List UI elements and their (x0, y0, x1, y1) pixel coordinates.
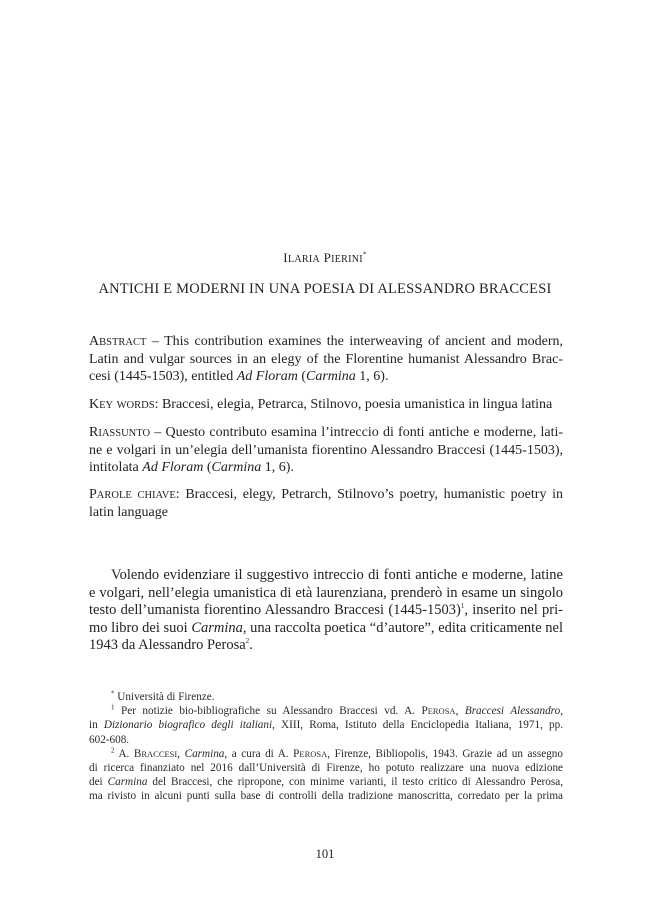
riassunto-label-initial: R (89, 425, 99, 440)
footnote-1-mark: 1 (111, 703, 115, 712)
keywords-label-rest-1: EY (99, 400, 114, 411)
author-first-rest: LARIA (287, 254, 320, 265)
footnote-2-text-d: , Firenze, Bibliopolis, 1943. Grazie ad un assegno (327, 747, 563, 760)
footnote-2-line-2: di ricerca finanziato nel 2016 dall’Università di Firenze, ho potuto realizzare una nuova edizione (89, 762, 563, 775)
footnote-1-line-1 (89, 704, 563, 718)
footnotes (89, 690, 563, 804)
keywords-label-initial-2: W (116, 400, 127, 411)
footnote-ref-2: 2 (245, 637, 250, 646)
keywords-line (89, 396, 563, 414)
footnote-ref-1: 1 (460, 602, 465, 611)
footnote-2-text-b: , (177, 747, 185, 760)
footnote-1-text-2b: , XIII, Roma, Istituto della Enciclopedia Italiana, 1971, pp. (272, 719, 564, 732)
parole-chiave-line-2: latin language (89, 505, 168, 520)
footnote-2-sc2-rest: EROSA (299, 748, 328, 759)
riassunto-label-rest: IASSUNTO (98, 428, 151, 439)
abstract-text-3a: cesi (1445-1503), entitled (89, 369, 237, 384)
body-title-carmina: Carmina (191, 619, 243, 636)
riassunto-line-2: ne e volgari in un’elegia dell’umanista fiorentino Alessandro Braccesi (1445-1503), (89, 443, 563, 458)
author-last-rest: IERINI (331, 254, 363, 265)
parole-chiave-line-1 (89, 486, 563, 504)
parole-label-rest: AROLE (96, 490, 132, 501)
footnote-2-italic-2: Carmina (107, 776, 148, 789)
page-number: 101 (315, 847, 335, 861)
abstract-block (89, 333, 563, 385)
footnote-2-line-3 (89, 775, 563, 789)
body-line-2: e volgari, nell’elegia umanistica di età laurenziana, prenderò in esame un singolo (89, 584, 563, 601)
riassunto-title-carmina: Carmina (211, 460, 262, 475)
footnote-2-sc2-initial: P (293, 747, 300, 760)
riassunto-text-1: – Questo contributo esamina l’intreccio di fonti antiche e moderne, lati- (154, 425, 564, 440)
parole-chiave-text-1: : Braccesi, elegy, Petrarch, Stilnovo’s poetry, humanistic poetry in (175, 487, 564, 502)
footnote-2-text-c: , a cura di A. (224, 747, 294, 760)
footnote-1-text-b: , (455, 705, 465, 718)
author-footnote-mark: * (362, 250, 367, 259)
abstract-text-3b: ( (297, 369, 306, 384)
chiave-label: CHIAVE (137, 490, 176, 501)
article-title: ANTICHI E MODERNI IN UNA POESIA DI ALESSANDRO BRACCESI (98, 281, 552, 297)
keywords-text: : Braccesi, elegia, Petrarca, Stilnovo, poesia umanistica in lingua latina (154, 397, 553, 412)
keywords-label-initial-1: K (89, 397, 100, 412)
riassunto-title-ad-floram: Ad Floram (142, 460, 204, 475)
riassunto-block (89, 424, 563, 476)
author-name (0, 250, 650, 266)
footnote-0 (89, 690, 563, 704)
body-text-3a: testo dell’umanista fiorentino Alessandro Braccesi (1445-1503) (89, 602, 461, 619)
footnote-2-line-1 (89, 747, 563, 761)
footnote-1-italic: Braccesi Alessandro (464, 705, 561, 718)
abstract-line-2: Latin and vulgar sources in an elegy of the Florentine humanist Alessandro Brac- (89, 352, 563, 367)
footnote-2-sc1-rest: RACCESI (141, 748, 178, 759)
abstract-label-initial: A (89, 334, 100, 349)
footnote-1-dbi-title: Dizionario biografico degli italiani (103, 719, 273, 732)
footnote-1-sc-rest: EROSA (427, 706, 456, 717)
footnote-0-text: Università di Firenze. (117, 691, 215, 703)
body-line-1: Volendo evidenziare il suggestivo intreccio di fonti antiche e moderne, latine (111, 567, 563, 583)
abstract-title-ad-floram: Ad Floram (236, 369, 298, 384)
footnote-1-text-c: , (560, 705, 564, 718)
body-text-4b: , una raccolta poetica “d’autore”, edita criticamente nel (242, 619, 563, 636)
abstract-title-carmina: Carmina (305, 369, 356, 384)
body-text-4a: mo libro dei suoi (89, 619, 192, 636)
author-first-initial: I (283, 250, 288, 265)
abstract-text-1: – This contribution examines the interweaving of ancient and modern, (151, 334, 563, 349)
body-text-3b: , inserito nel pri- (464, 602, 563, 619)
footnote-0-mark: * (111, 689, 115, 698)
riassunto-line-1 (89, 424, 563, 442)
footnote-1-text-a: Per notizie bio-bibliografiche su Alessandro Braccesi vd. A. (121, 705, 422, 718)
body-text-5a: 1943 da Alessandro Perosa (89, 637, 246, 654)
riassunto-text-3b: ( (203, 460, 212, 475)
body-text-5b: . (249, 637, 253, 654)
footnote-2-text-3a: dei (89, 776, 108, 789)
footnote-2-text-a: A. (118, 747, 134, 760)
footnote-1-sc-initial: P (421, 705, 428, 718)
footnote-2-line-4: ma rivisto in alcuni punti sulla base di controlli della tradizione manoscritta, corredato per la prima (89, 790, 563, 803)
footnote-2-italic: Carmina (184, 747, 225, 760)
body-paragraph (89, 567, 563, 655)
riassunto-line-3 (89, 459, 563, 476)
footnote-2-text-3b: del Braccesi, che ripropone, con minime varianti, il testo critico di Alessandro Perosa, (147, 776, 563, 789)
abstract-line-1 (89, 333, 563, 351)
abstract-line-3 (89, 368, 563, 385)
footnote-1-line-2 (89, 718, 563, 732)
body-line-5 (89, 637, 563, 655)
footnote-1-line-3: 602-608. (89, 733, 130, 746)
body-line-4 (89, 620, 563, 638)
abstract-text-3c: 1, 6). (355, 369, 389, 384)
footnote-1-text-2a: in (89, 719, 104, 732)
keywords-label-rest-2: ORDS (126, 400, 155, 411)
riassunto-text-3c: 1, 6). (261, 460, 294, 475)
riassunto-text-3a: intitolata (89, 460, 143, 475)
abstract-label-rest: BSTRACT (99, 337, 147, 348)
footnote-2-mark: 2 (111, 746, 115, 755)
parole-label-initial: P (89, 487, 97, 502)
body-line-3 (89, 602, 563, 620)
keywords-block (89, 396, 563, 414)
footnote-2-sc1-initial: B (133, 747, 142, 760)
author-last-initial: P (323, 250, 332, 265)
parole-chiave-block (89, 486, 563, 521)
